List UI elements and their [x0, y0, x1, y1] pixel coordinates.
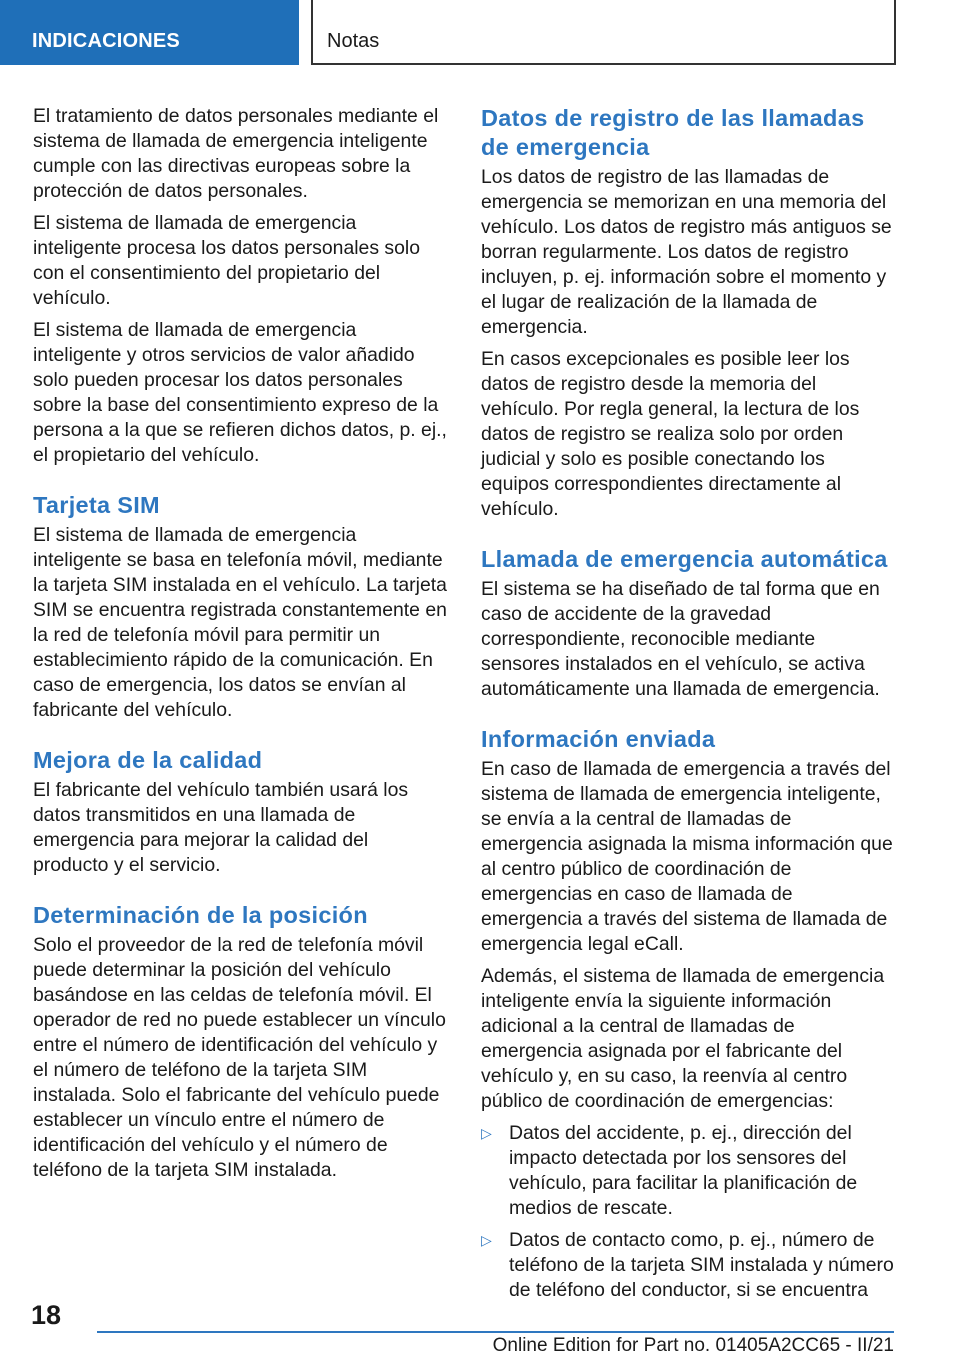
page-number: 18 [31, 1300, 62, 1330]
section-tab-indicaciones [0, 0, 299, 65]
paragraph: El fabricante del vehículo también usará los datos transmitidos en una llamada de emergencia para mejorar la calidad del producto y el servicio. [33, 779, 409, 876]
paragraph: En casos excepcionales es posible leer los datos de registro desde la memoria del vehículo. Por regla general, la lectura de los datos de registro se realiza solo por orden judicial y solo es posible conectando los equipos correspondientes directamente al vehículo. [481, 348, 860, 520]
paragraph: Además, el sistema de llamada de emergencia inteligente envía la siguiente información adicional a la central de llamadas de emergencia asignada por el fabricante del vehículo y, en su caso, la reenvía al centro público de coordinación de emergencias: [481, 965, 885, 1112]
heading-determinacion-posicion: Determinación de la posición [33, 902, 368, 928]
paragraph: El sistema de llamada de emergencia inteligente se basa en telefonía móvil, mediante la tarjeta SIM instalada en el vehículo. La tarjeta SIM se encuentra registrada constantemente en la red de telefonía móvil para permitir un establecimiento rápido de la comunicación. En caso de emergencia, los datos se envían al fabricante del vehículo. [33, 524, 447, 721]
heading-llamada-automatica: Llamada de emergencia automática [481, 546, 888, 572]
subsection-header [311, 0, 896, 65]
bullet-list [481, 1121, 896, 1303]
paragraph: En caso de llamada de emergencia a través del sistema de llamada de emergencia inteligente, se envía a la central de llamadas de emergencia asignada la misma información que al centro público de coordinación de emergencias en caso de llamada de emergencia a través del sistema de llamada de emergencia legal eCall. [481, 758, 893, 955]
paragraph: Solo el proveedor de la red de telefonía móvil puede determinar la posición del vehículo basándose en las celdas de telefonía móvil. El operador de red no puede establecer un vínculo entre el número de identificación del vehículo y el número de teléfono de la tarjeta SIM instalada. Solo el fabricante del vehículo puede establecer un vínculo entre el número de identificación del vehículo y el número de teléfono de la tarjeta SIM instalada. [33, 934, 446, 1181]
list-item [481, 1121, 896, 1221]
section-tab-label: INDICACIONES [32, 30, 180, 52]
triangle-bullet-icon: ▷ [481, 1232, 492, 1248]
paragraph: El sistema de llamada de emergencia inteligente y otros servicios de valor añadido solo pueden procesar los datos personales sobre la base del consentimiento expreso de la persona a la que se refieren dichos datos, p. ej., el propietario del vehículo. [33, 319, 447, 466]
heading-datos-registro: Datos de registro de las llamadas de emergencia [481, 105, 865, 160]
paragraph: Los datos de registro de las llamadas de emergencia se memorizan en una memoria del vehículo. Los datos de registro más antiguos se borran regularmente. Los datos de registro incluyen, p. ej. información sobre el momento y el lugar de realización de la llamada de emergencia. [481, 166, 892, 338]
subsection-label: Notas [327, 30, 380, 52]
left-column [33, 104, 448, 1190]
paragraph: El sistema de llamada de emergencia inteligente procesa los datos personales solo con el consentimiento del propietario del vehículo. [33, 212, 420, 309]
heading-informacion-enviada: Información enviada [481, 726, 716, 752]
list-item [481, 1228, 896, 1303]
heading-mejora-calidad: Mejora de la calidad [33, 747, 263, 773]
right-column [481, 104, 896, 1310]
footer-divider [97, 1331, 894, 1333]
footer-edition-text: Online Edition for Part no. 01405A2CC65 - II/21 [492, 1335, 894, 1356]
heading-tarjeta-sim: Tarjeta SIM [33, 492, 160, 518]
paragraph: El tratamiento de datos personales mediante el sistema de llamada de emergencia inteligente cumple con las directivas europeas sobre la protección de datos personales. [33, 105, 439, 202]
list-item-text: Datos de contacto como, p. ej., número de teléfono de la tarjeta SIM instalada y número de teléfono del conductor, si se encuentra [509, 1229, 894, 1301]
list-item-text: Datos del accidente, p. ej., dirección del impacto detectada por los sensores del vehículo, para facilitar la planificación de medios de rescate. [509, 1122, 858, 1219]
triangle-bullet-icon: ▷ [481, 1125, 492, 1141]
paragraph: El sistema se ha diseñado de tal forma que en caso de accidente de la gravedad correspondiente, reconocible mediante sensores instalados en el vehículo, se activa automáticamente una llamada de emergencia. [481, 578, 880, 700]
